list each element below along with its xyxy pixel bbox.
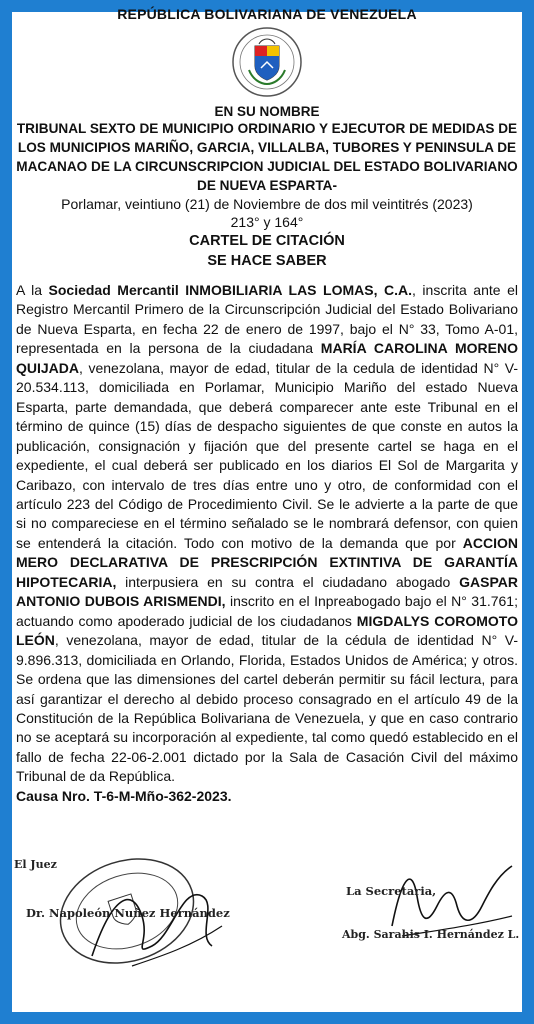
body-text: A la — [16, 282, 49, 298]
en-su-nombre: EN SU NOMBRE — [214, 104, 320, 119]
coat-of-arms-seal-icon — [231, 26, 303, 98]
tribunal-heading: TRIBUNAL SEXTO DE MUNICIPIO ORDINARIO Y EJECUTOR DE MEDIDAS DE LOS MUNICIPIOS MARIÑO, GARCIA, VILLALBA, TUBORES Y PENINSULA DE MACANAO DE LA CIRCUNSCRIPCION JUDICIAL DEL ESTADO BOLIVARIANO DE NUEVA ESPARTA- — [16, 121, 518, 193]
cartel-title: CARTEL DE CITACIÓN — [189, 233, 345, 249]
judge-name: Dr. Napoleón Nuñez Hernández — [26, 906, 230, 920]
judge-label: El Juez — [14, 858, 57, 871]
client-name: MIGDALYS COROMOTO LEÓN — [16, 612, 518, 649]
secretary-name: Abg. Sarahis I. Hernández L. — [342, 928, 520, 941]
case-number: Causa Nro. T-6-M-Mño-362-2023. — [16, 787, 232, 804]
secretary-label: La Secretaria, — [346, 884, 437, 898]
document-content — [12, 6, 522, 806]
body-text: , inscrita ante el Registro Mercantil Primero de la Circunscripción Judicial del Estado Bolivariano de Nueva Esparta, en fecha 22 de enero de 1997, bajo el N° 33, Tomo A-01, representada en la persona de la ciudadana — [16, 282, 518, 357]
body-text: , venezolana, mayor de edad, titular de la cedula de identidad N° V-20.534.113, domiciliada en Porlamar, Municipio Mariño del estado Nueva Esparta, parte demandada, que deberá comparecer ante este Tribunal en el término de quince (15) días de despacho siguientes de que conste en autos la publicación, consignación y fijación que del presente cartel se haga en el expediente, el cual deberá ser publicado en los diarios El Sol de Margarita y Caribazo, con intervalo de tres días entre uno y otro, de conformidad con el artículo 223 del Código de Procedimiento Civil. Se le advierte a la parte de que si no compareciese en el término señalado se le nombrará defensor, con quien se entenderá la citación. Todo con motivo de la demanda que por — [16, 359, 518, 551]
notice-body — [12, 281, 522, 806]
body-text: interpusiera en su contra el ciudadano abogado — [116, 573, 460, 590]
body-text: , venezolana, mayor de edad, titular de la cédula de identidad N° V-9.896.313, domiciliada en Orlando, Florida, Estados Unidos de América; y otros. Se ordena que las dimensiones del cartel deberán permitir su fácil lectura, para así garantizar el derecho al debido proceso consagrado en el artículo 49 de la Constitución de la República Bolivariana de Venezuela, y que en caso contrario no se aceptará su incorporación al expediente, tal como quedó establecido en el fallo de fecha 22-06-2.001 dictado por la Sala de Casación Civil del máximo Tribunal de da República. — [16, 632, 518, 785]
year-reference: 213° y 164° — [230, 214, 304, 230]
body-text: inscrito en el Inpreabogado bajo el N° 31.761; actuando como apoderado judicial de los ciudadanos — [16, 593, 518, 629]
company-name: Sociedad Mercantil INMOBILIARIA LAS LOMAS, C.A. — [48, 282, 413, 298]
judge-signature-icon — [72, 866, 232, 986]
se-hace-saber: SE HACE SABER — [207, 253, 327, 269]
signature-area — [12, 856, 522, 1006]
representative-name: MARÍA CAROLINA MORENO QUIJADA — [16, 340, 518, 376]
action-title: ACCION MERO DECLARATIVA DE PRESCRIPCIÓN EXTINTIVA DE GARANTÍA HIPOTECARIA, — [16, 534, 518, 590]
document-date: Porlamar, veintiuno (21) de Noviembre de dos mil veintitrés (2023) — [61, 196, 473, 212]
lawyer-name: GASPAR ANTONIO DUBOIS ARISMENDI, — [16, 573, 518, 610]
country-title: REPÚBLICA BOLIVARIANA DE VENEZUELA — [117, 6, 417, 22]
